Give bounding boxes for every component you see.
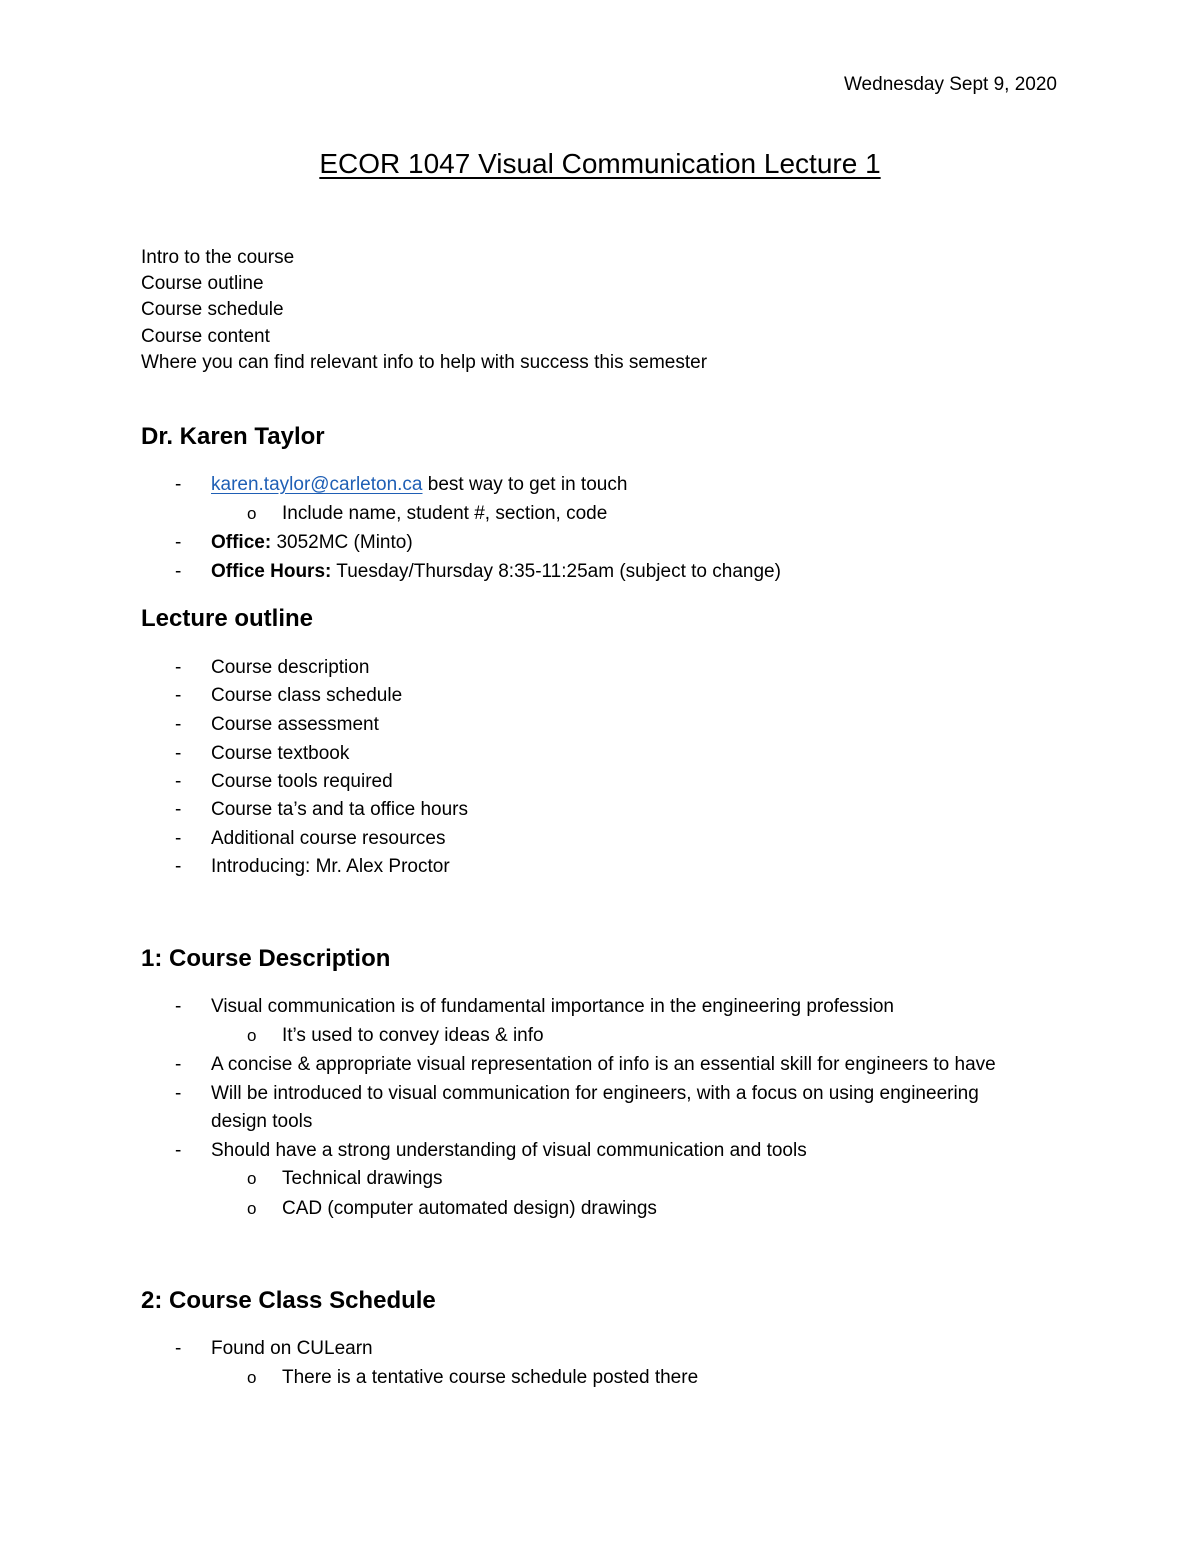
- document-title: ECOR 1047 Visual Communication Lecture 1: [319, 148, 881, 179]
- email-note: best way to get in touch: [422, 474, 628, 495]
- office-hours-value: Tuesday/Thursday 8:35-11:25am (subject to change): [331, 561, 781, 582]
- section1-subitem: CAD (computer automated design) drawings: [282, 1198, 657, 1219]
- sub-bullet: o: [247, 1026, 257, 1045]
- document-date: Wednesday Sept 9, 2020: [843, 74, 1057, 95]
- sub-bullet: o: [247, 1368, 257, 1387]
- intro-line: Intro to the course: [141, 247, 295, 268]
- dash-bullet: -: [175, 714, 182, 735]
- section2-heading: 2: Course Class Schedule: [141, 1287, 436, 1314]
- dash-bullet: -: [175, 532, 182, 553]
- section1-item: Visual communication is of fundamental importance in the engineering profession: [211, 996, 894, 1017]
- section2-subitem: There is a tentative course schedule posted there: [282, 1367, 699, 1388]
- intro-line: Course content: [141, 326, 270, 347]
- section1-item-continuation: design tools: [211, 1111, 313, 1132]
- email-link[interactable]: karen.taylor@carleton.ca: [211, 474, 423, 495]
- intro-line: Course outline: [141, 273, 264, 294]
- section1-item: A concise & appropriate visual representation of info is an essential skill for engineers to have: [211, 1054, 996, 1075]
- dash-bullet: -: [175, 657, 182, 678]
- section1-item: Will be introduced to visual communication for engineers, with a focus on using engineering: [211, 1083, 979, 1104]
- dash-bullet: -: [175, 743, 182, 764]
- dash-bullet: -: [175, 1140, 182, 1161]
- dash-bullet: -: [175, 474, 182, 495]
- dash-bullet: -: [175, 561, 182, 582]
- dash-bullet: -: [175, 771, 182, 792]
- outline-item: Additional course resources: [211, 828, 446, 849]
- outline-item: Course assessment: [211, 714, 379, 735]
- outline-item: Introducing: Mr. Alex Proctor: [211, 856, 450, 877]
- dash-bullet: -: [175, 1054, 182, 1075]
- dash-bullet: -: [175, 1083, 182, 1104]
- section1-item: Should have a strong understanding of visual communication and tools: [211, 1140, 807, 1161]
- office-hours-line: [211, 559, 781, 585]
- dash-bullet: -: [175, 828, 182, 849]
- dash-bullet: -: [175, 856, 182, 877]
- dash-bullet: -: [175, 799, 182, 820]
- intro-line: Where you can find relevant info to help with success this semester: [141, 352, 708, 373]
- dash-bullet: -: [175, 996, 182, 1017]
- section2-item: Found on CULearn: [211, 1338, 373, 1359]
- outline-item: Course textbook: [211, 743, 350, 764]
- outline-item: Course ta’s and ta office hours: [211, 799, 469, 820]
- office-value: 3052MC (Minto): [271, 532, 413, 553]
- outline-item: Course class schedule: [211, 685, 403, 706]
- dash-bullet: -: [175, 1338, 182, 1359]
- sub-bullet: o: [247, 1169, 257, 1188]
- section1-subitem: Technical drawings: [282, 1168, 443, 1189]
- sub-bullet: o: [247, 504, 257, 523]
- sub-bullet: o: [247, 1199, 257, 1218]
- office-hours-label: Office Hours:: [211, 561, 332, 582]
- dash-bullet: -: [175, 685, 182, 706]
- section1-subitem: It’s used to convey ideas & info: [282, 1025, 544, 1046]
- intro-line: Course schedule: [141, 299, 284, 320]
- outline-item: Course description: [211, 657, 370, 678]
- office-label: Office:: [211, 532, 272, 553]
- section1-heading: 1: Course Description: [141, 945, 391, 972]
- email-line: [211, 472, 627, 498]
- office-line: [211, 530, 413, 556]
- outline-item: Course tools required: [211, 771, 393, 792]
- email-sub-note: Include name, student #, section, code: [282, 503, 608, 524]
- lecture-outline-heading: Lecture outline: [141, 605, 314, 632]
- instructor-heading: Dr. Karen Taylor: [141, 423, 325, 450]
